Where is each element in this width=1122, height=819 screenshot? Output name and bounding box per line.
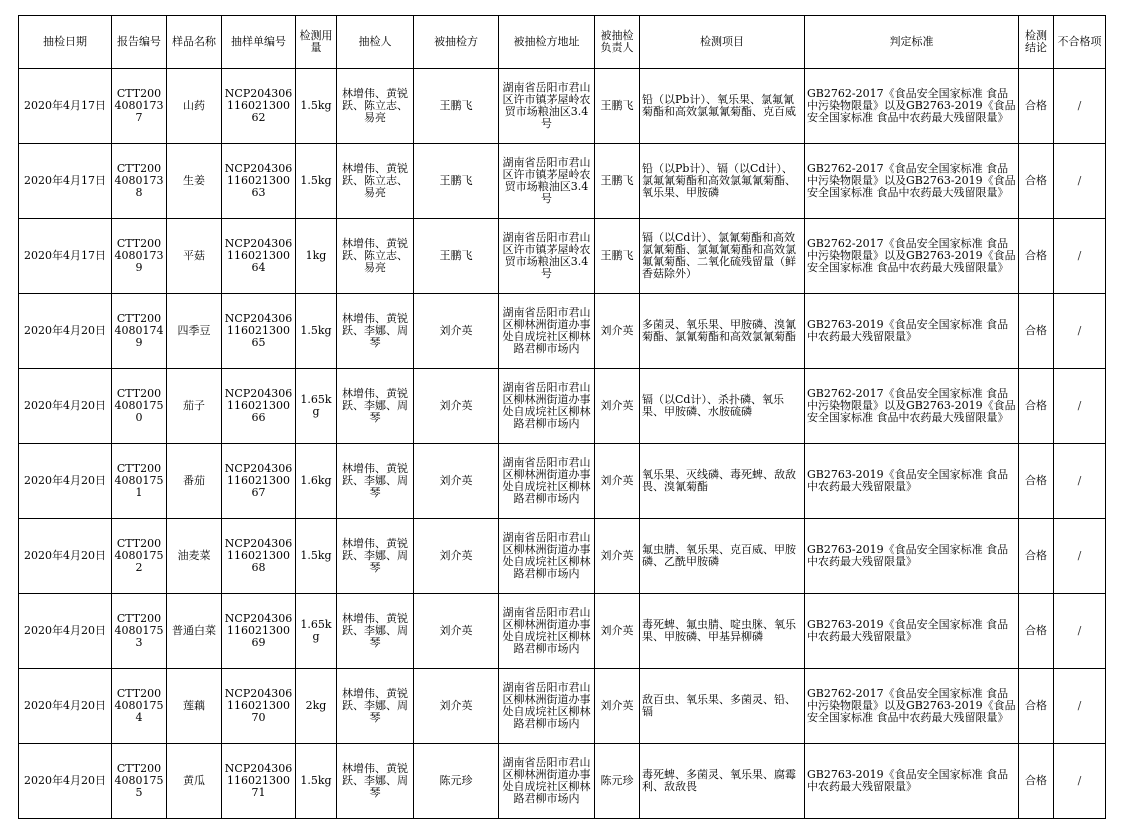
cell-sampling-no: NCP20430611602130067 (222, 444, 296, 519)
cell-sampling-no: NCP20430611602130069 (222, 594, 296, 669)
cell-sample: 四季豆 (167, 294, 222, 369)
cell-inspected-party: 王鹏飞 (414, 219, 499, 294)
cell-sample: 平菇 (167, 219, 222, 294)
cell-report-no: CTT20040801739 (112, 219, 167, 294)
cell-standard: GB2762-2017《食品安全国家标准 食品中污染物限量》以及GB2763-2019《食品安全国家标准 食品中农药最大残留限量》 (805, 219, 1019, 294)
cell-report-no: CTT20040801738 (112, 144, 167, 219)
header-sampling-no: 抽样单编号 (222, 16, 296, 69)
cell-conclusion: 合格 (1019, 294, 1054, 369)
cell-report-no: CTT20040801751 (112, 444, 167, 519)
cell-sample: 茄子 (167, 369, 222, 444)
cell-items: 氧乐果、灭线磷、毒死蜱、敌敌畏、溴氰菊酯 (640, 444, 805, 519)
cell-unqualified: / (1054, 69, 1106, 144)
cell-conclusion: 合格 (1019, 669, 1054, 744)
cell-sampling-no: NCP20430611602130063 (222, 144, 296, 219)
cell-address: 湖南省岳阳市君山区许市镇茅屋岭农贸市场粮油区3.4号 (499, 219, 595, 294)
cell-inspectors: 林增伟、黄锐跃、李娜、周琴 (337, 744, 414, 819)
cell-sampling-no: NCP20430611602130070 (222, 669, 296, 744)
cell-sample: 油麦菜 (167, 519, 222, 594)
table-row (19, 219, 1106, 294)
table-row (19, 444, 1106, 519)
cell-address: 湖南省岳阳市君山区柳林洲街道办事处自成垸社区柳林路君柳市场内 (499, 669, 595, 744)
cell-sampling-no: NCP20430611602130065 (222, 294, 296, 369)
cell-report-no: CTT20040801754 (112, 669, 167, 744)
cell-items: 镉（以Cd计）、氯氰菊酯和高效氯氰菊酯、氯氟氰菊酯和高效氯氟氰菊酯、二氧化硫残留量（鲜香菇除外） (640, 219, 805, 294)
cell-conclusion: 合格 (1019, 744, 1054, 819)
cell-address: 湖南省岳阳市君山区许市镇茅屋岭农贸市场粮油区3.4号 (499, 69, 595, 144)
header-conclusion: 检测结论 (1019, 16, 1054, 69)
cell-sampling-no: NCP20430611602130071 (222, 744, 296, 819)
cell-conclusion: 合格 (1019, 69, 1054, 144)
cell-responsible: 王鹏飞 (595, 219, 640, 294)
table-row (19, 594, 1106, 669)
cell-sampling-no: NCP20430611602130068 (222, 519, 296, 594)
cell-inspected-party: 王鹏飞 (414, 69, 499, 144)
cell-inspected-party: 刘介英 (414, 519, 499, 594)
cell-address: 湖南省岳阳市君山区柳林洲街道办事处自成垸社区柳林路君柳市场内 (499, 369, 595, 444)
cell-report-no: CTT20040801753 (112, 594, 167, 669)
cell-address: 湖南省岳阳市君山区柳林洲街道办事处自成垸社区柳林路君柳市场内 (499, 444, 595, 519)
cell-address: 湖南省岳阳市君山区柳林洲街道办事处自成垸社区柳林路君柳市场内 (499, 594, 595, 669)
cell-amount: 1.5kg (296, 519, 337, 594)
cell-standard: GB2763-2019《食品安全国家标准 食品中农药最大残留限量》 (805, 294, 1019, 369)
cell-inspected-party: 陈元珍 (414, 744, 499, 819)
cell-inspectors: 林增伟、黄锐跃、李娜、周琴 (337, 444, 414, 519)
cell-amount: 1.5kg (296, 69, 337, 144)
cell-amount: 1.65kg (296, 369, 337, 444)
table-row (19, 69, 1106, 144)
cell-inspectors: 林增伟、黄锐跃、李娜、周琴 (337, 519, 414, 594)
cell-amount: 2kg (296, 669, 337, 744)
cell-responsible: 刘介英 (595, 519, 640, 594)
cell-items: 多菌灵、氧乐果、甲胺磷、溴氰菊酯、氯氰菊酯和高效氯氰菊酯 (640, 294, 805, 369)
cell-items: 铅（以Pb计）、镉（以Cd计）、氯氟氰菊酯和高效氯氟氰菊酯、氧乐果、甲胺磷 (640, 144, 805, 219)
cell-inspectors: 林增伟、黄锐跃、李娜、周琴 (337, 294, 414, 369)
cell-inspectors: 林增伟、黄锐跃、陈立志、易亮 (337, 144, 414, 219)
cell-conclusion: 合格 (1019, 519, 1054, 594)
cell-unqualified: / (1054, 444, 1106, 519)
cell-amount: 1kg (296, 219, 337, 294)
cell-unqualified: / (1054, 594, 1106, 669)
cell-sample: 黄瓜 (167, 744, 222, 819)
header-standard: 判定标准 (805, 16, 1019, 69)
cell-date: 2020年4月20日 (19, 594, 112, 669)
cell-standard: GB2762-2017《食品安全国家标准 食品中污染物限量》以及GB2763-2019《食品安全国家标准 食品中农药最大残留限量》 (805, 369, 1019, 444)
cell-date: 2020年4月20日 (19, 519, 112, 594)
table-row (19, 144, 1106, 219)
cell-inspected-party: 王鹏飞 (414, 144, 499, 219)
table-row (19, 744, 1106, 819)
header-responsible: 被抽检负责人 (595, 16, 640, 69)
cell-sampling-no: NCP20430611602130066 (222, 369, 296, 444)
header-amount: 检测用量 (296, 16, 337, 69)
cell-unqualified: / (1054, 369, 1106, 444)
cell-unqualified: / (1054, 744, 1106, 819)
cell-standard: GB2763-2019《食品安全国家标准 食品中农药最大残留限量》 (805, 594, 1019, 669)
cell-sample: 番茄 (167, 444, 222, 519)
table-row (19, 294, 1106, 369)
table-row (19, 669, 1106, 744)
cell-inspectors: 林增伟、黄锐跃、陈立志、易亮 (337, 219, 414, 294)
cell-standard: GB2763-2019《食品安全国家标准 食品中农药最大残留限量》 (805, 744, 1019, 819)
cell-responsible: 刘介英 (595, 669, 640, 744)
cell-items: 毒死蜱、多菌灵、氧乐果、腐霉利、敌敌畏 (640, 744, 805, 819)
header-report-no: 报告编号 (112, 16, 167, 69)
header-address: 被抽检方地址 (499, 16, 595, 69)
header-unqualified: 不合格项 (1054, 16, 1106, 69)
header-inspected-party: 被抽检方 (414, 16, 499, 69)
header-inspectors: 抽检人 (337, 16, 414, 69)
header-items: 检测项目 (640, 16, 805, 69)
cell-responsible: 王鹏飞 (595, 144, 640, 219)
cell-unqualified: / (1054, 219, 1106, 294)
cell-amount: 1.5kg (296, 144, 337, 219)
header-date: 抽检日期 (19, 16, 112, 69)
cell-report-no: CTT20040801737 (112, 69, 167, 144)
cell-date: 2020年4月17日 (19, 219, 112, 294)
cell-inspected-party: 刘介英 (414, 369, 499, 444)
cell-address: 湖南省岳阳市君山区柳林洲街道办事处自成垸社区柳林路君柳市场内 (499, 519, 595, 594)
cell-sample: 莲藕 (167, 669, 222, 744)
inspection-table (18, 15, 1106, 819)
cell-items: 铅（以Pb计）、氧乐果、氯氟氰菊酯和高效氯氟氰菊酯、克百威 (640, 69, 805, 144)
cell-report-no: CTT20040801750 (112, 369, 167, 444)
cell-conclusion: 合格 (1019, 444, 1054, 519)
cell-inspectors: 林增伟、黄锐跃、李娜、周琴 (337, 369, 414, 444)
cell-report-no: CTT20040801749 (112, 294, 167, 369)
cell-conclusion: 合格 (1019, 369, 1054, 444)
cell-sample: 普通白菜 (167, 594, 222, 669)
cell-address: 湖南省岳阳市君山区柳林洲街道办事处自成垸社区柳林路君柳市场内 (499, 294, 595, 369)
table-row (19, 369, 1106, 444)
cell-date: 2020年4月20日 (19, 669, 112, 744)
cell-responsible: 刘介英 (595, 369, 640, 444)
cell-report-no: CTT20040801752 (112, 519, 167, 594)
cell-conclusion: 合格 (1019, 144, 1054, 219)
cell-inspected-party: 刘介英 (414, 294, 499, 369)
cell-unqualified: / (1054, 144, 1106, 219)
cell-items: 敌百虫、氧乐果、多菌灵、铅、镉 (640, 669, 805, 744)
cell-standard: GB2762-2017《食品安全国家标准 食品中污染物限量》以及GB2763-2019《食品安全国家标准 食品中农药最大残留限量》 (805, 69, 1019, 144)
cell-responsible: 王鹏飞 (595, 69, 640, 144)
cell-sample: 山药 (167, 69, 222, 144)
cell-date: 2020年4月20日 (19, 444, 112, 519)
cell-inspected-party: 刘介英 (414, 669, 499, 744)
cell-conclusion: 合格 (1019, 594, 1054, 669)
cell-standard: GB2762-2017《食品安全国家标准 食品中污染物限量》以及GB2763-2019《食品安全国家标准 食品中农药最大残留限量》 (805, 669, 1019, 744)
cell-responsible: 陈元珍 (595, 744, 640, 819)
cell-sampling-no: NCP20430611602130062 (222, 69, 296, 144)
cell-address: 湖南省岳阳市君山区柳林洲街道办事处自成垸社区柳林路君柳市场内 (499, 744, 595, 819)
cell-address: 湖南省岳阳市君山区许市镇茅屋岭农贸市场粮油区3.4号 (499, 144, 595, 219)
cell-inspectors: 林增伟、黄锐跃、李娜、周琴 (337, 594, 414, 669)
cell-unqualified: / (1054, 294, 1106, 369)
cell-responsible: 刘介英 (595, 294, 640, 369)
cell-inspected-party: 刘介英 (414, 594, 499, 669)
cell-date: 2020年4月17日 (19, 144, 112, 219)
cell-unqualified: / (1054, 519, 1106, 594)
cell-items: 镉（以Cd计）、杀扑磷、氧乐果、甲胺磷、水胺硫磷 (640, 369, 805, 444)
cell-date: 2020年4月20日 (19, 744, 112, 819)
cell-amount: 1.6kg (296, 444, 337, 519)
cell-amount: 1.65kg (296, 594, 337, 669)
cell-inspected-party: 刘介英 (414, 444, 499, 519)
cell-responsible: 刘介英 (595, 594, 640, 669)
cell-unqualified: / (1054, 669, 1106, 744)
cell-inspectors: 林增伟、黄锐跃、陈立志、易亮 (337, 69, 414, 144)
cell-conclusion: 合格 (1019, 219, 1054, 294)
cell-standard: GB2762-2017《食品安全国家标准 食品中污染物限量》以及GB2763-2019《食品安全国家标准 食品中农药最大残留限量》 (805, 144, 1019, 219)
header-row (19, 16, 1106, 69)
cell-report-no: CTT20040801755 (112, 744, 167, 819)
cell-date: 2020年4月17日 (19, 69, 112, 144)
cell-standard: GB2763-2019《食品安全国家标准 食品中农药最大残留限量》 (805, 444, 1019, 519)
cell-inspectors: 林增伟、黄锐跃、李娜、周琴 (337, 669, 414, 744)
cell-date: 2020年4月20日 (19, 294, 112, 369)
cell-amount: 1.5kg (296, 294, 337, 369)
cell-responsible: 刘介英 (595, 444, 640, 519)
cell-amount: 1.5kg (296, 744, 337, 819)
cell-sample: 生姜 (167, 144, 222, 219)
cell-date: 2020年4月20日 (19, 369, 112, 444)
cell-sampling-no: NCP20430611602130064 (222, 219, 296, 294)
cell-items: 毒死蜱、氟虫腈、啶虫脒、氧乐果、甲胺磷、甲基异柳磷 (640, 594, 805, 669)
header-sample: 样品名称 (167, 16, 222, 69)
cell-standard: GB2763-2019《食品安全国家标准 食品中农药最大残留限量》 (805, 519, 1019, 594)
cell-items: 氟虫腈、氧乐果、克百威、甲胺磷、乙酰甲胺磷 (640, 519, 805, 594)
table-row (19, 519, 1106, 594)
